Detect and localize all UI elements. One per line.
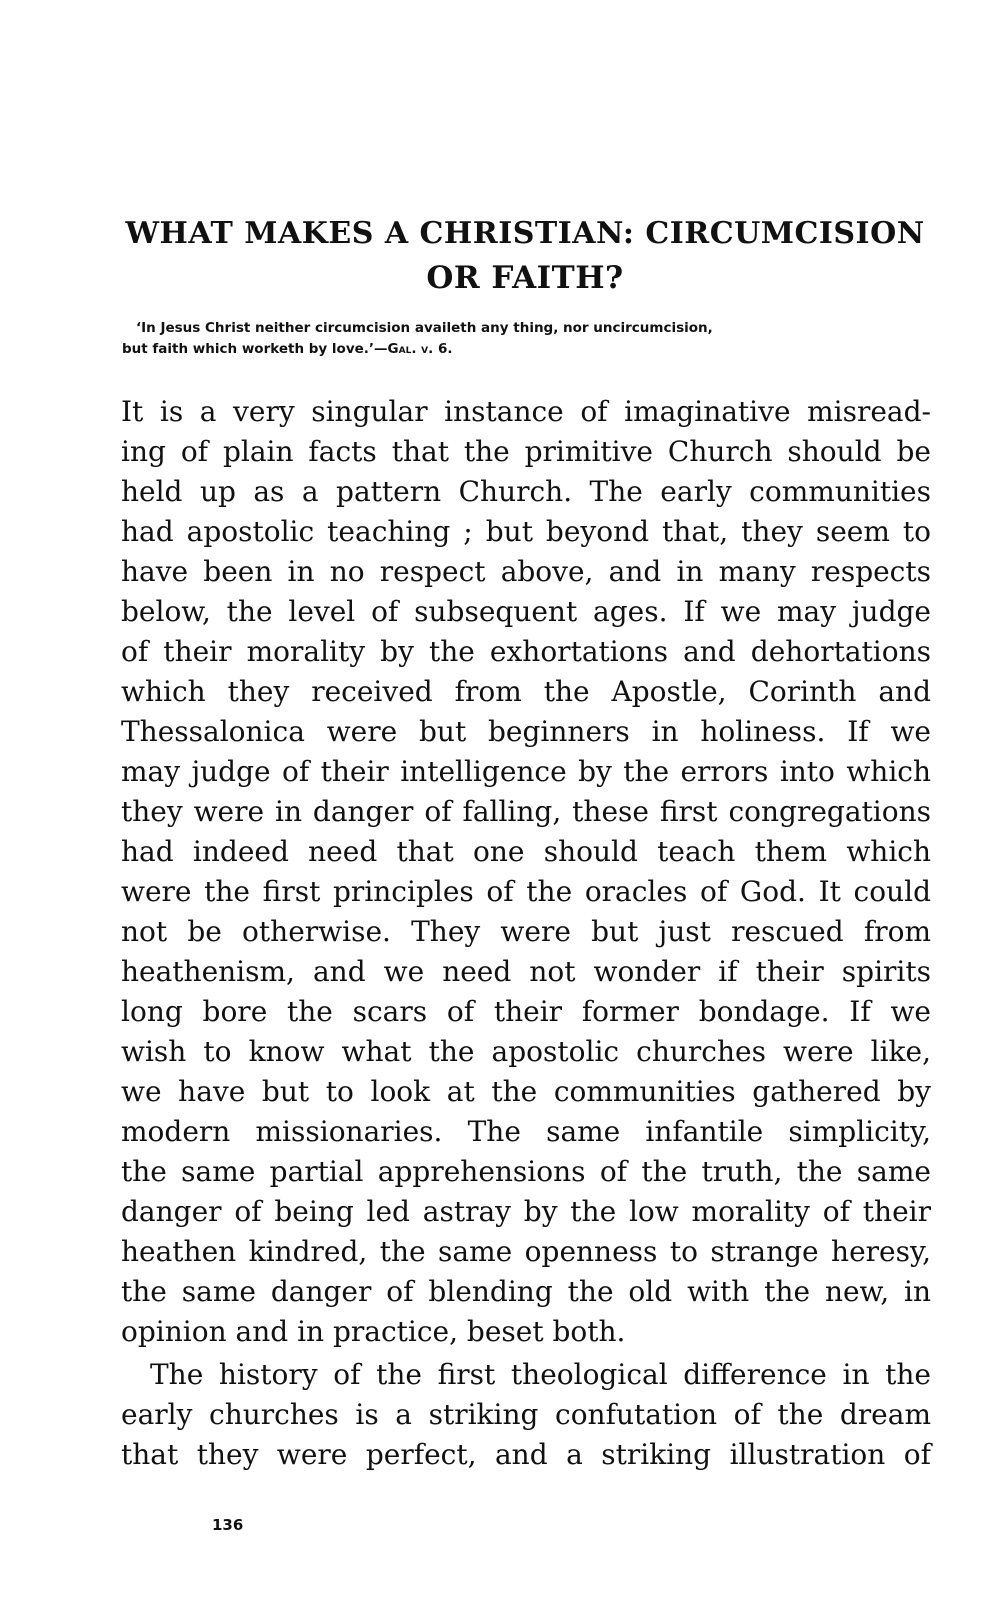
body-line: held up as a pattern Church. The early communities — [121, 475, 931, 508]
body-line: we have but to look at the communities gathered by — [121, 1075, 931, 1108]
page-number: 136 — [212, 1516, 244, 1534]
body-line: long bore the scars of their former bondage. If we — [121, 995, 931, 1028]
body-line: heathenism, and we need not wonder if their spirits — [121, 955, 931, 988]
body-line: below, the level of subsequent ages. If we may judge — [121, 595, 931, 628]
body-line: opinion and in practice, beset both. — [121, 1315, 626, 1348]
body-line: which they received from the Apostle, Corinth and — [121, 675, 931, 708]
body-line: danger of being led astray by the low morality of their — [121, 1195, 931, 1228]
body-line: ing of plain facts that the primitive Church should be — [121, 435, 931, 468]
body-line: wish to know what the apostolic churches were like, — [121, 1035, 931, 1068]
body-line: they were in danger of falling, these first congregations — [121, 795, 931, 828]
body-line: of their morality by the exhortations and dehortations — [121, 635, 931, 668]
epigraph-citation: Gal. v. 6. — [387, 341, 453, 357]
body-line: have been in no respect above, and in many respects — [121, 555, 931, 588]
chapter-title-line-2: OR FAITH? — [426, 260, 624, 296]
body-line: The history of the first theological difference in the — [150, 1358, 931, 1391]
body-line: Thessalonica were but beginners in holiness. If we — [121, 715, 931, 748]
body-line: may judge of their intelligence by the errors into which — [121, 755, 931, 788]
body-line: heathen kindred, the same openness to strange heresy, — [121, 1235, 931, 1268]
body-line: modern missionaries. The same infantile simplicity, — [121, 1115, 931, 1148]
body-line: not be otherwise. They were but just rescued from — [121, 915, 931, 948]
body-line: had apostolic teaching ; but beyond that, they seem to — [121, 515, 931, 548]
body-line: It is a very singular instance of imaginative misread- — [121, 395, 931, 428]
body-line: early churches is a striking confutation of the dream — [121, 1398, 931, 1431]
body-line: the same partial apprehensions of the truth, the same — [121, 1155, 931, 1188]
body-line: the same danger of blending the old with the new, in — [121, 1275, 931, 1308]
chapter-title-line-1: WHAT MAKES A CHRISTIAN: CIRCUMCISION — [125, 216, 925, 251]
epigraph-line-1: ‘In Jesus Christ neither circumcision availeth any thing, nor uncircumcision, — [136, 320, 713, 336]
body-line: were the first principles of the oracles of God. It could — [121, 875, 931, 908]
epigraph-quote-end: but faith which worketh by love.’— — [122, 341, 388, 357]
epigraph-line-2 — [122, 339, 932, 360]
body-line: had indeed need that one should teach them which — [121, 835, 931, 868]
body-line: that they were perfect, and a striking illustration of — [121, 1438, 931, 1471]
